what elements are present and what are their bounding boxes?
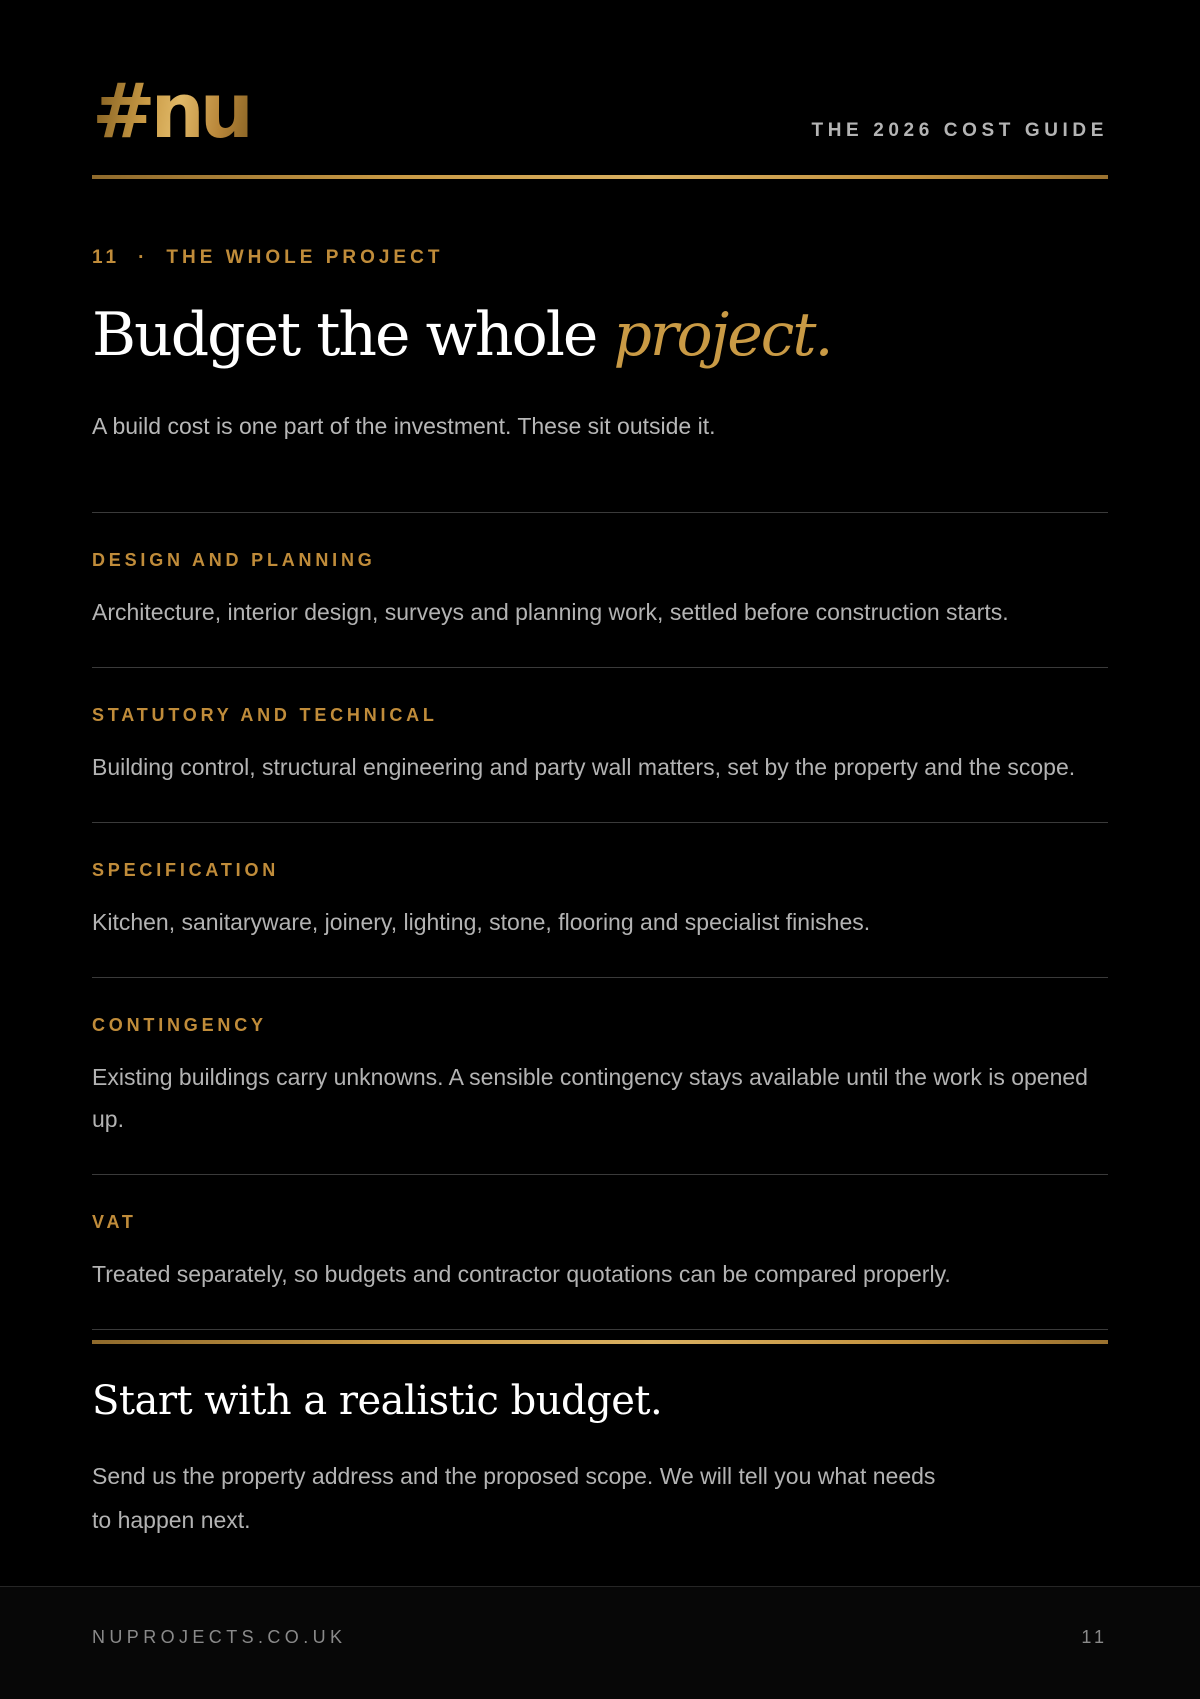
section-text: Treated separately, so budgets and contractor quotations can be compared properly. bbox=[92, 1261, 951, 1287]
section-text: Kitchen, sanitaryware, joinery, lighting, stone, flooring and specialist finishes. bbox=[92, 909, 871, 935]
section-kicker bbox=[92, 247, 443, 269]
section-label: DESIGN AND PLANNING bbox=[92, 550, 376, 570]
brand-logo: #nu bbox=[92, 66, 249, 155]
page-number: 11 bbox=[1081, 1627, 1108, 1647]
cost-section-specification bbox=[92, 822, 1108, 977]
cta-text: Send us the property address and the proposed scope. We will tell you what needs to happen next. bbox=[92, 1463, 936, 1533]
cost-section-design bbox=[92, 512, 1108, 667]
footer-website-link[interactable]: NUPROJECTS.CO.UK bbox=[92, 1627, 347, 1647]
header-divider bbox=[92, 175, 1108, 179]
section-label: SPECIFICATION bbox=[92, 860, 280, 880]
kicker-number: 11 bbox=[92, 247, 121, 268]
cta-title: Start with a realistic budget. bbox=[92, 1378, 663, 1424]
section-text: Architecture, interior design, surveys and planning work, settled before construction starts. bbox=[92, 599, 1009, 625]
kicker-label: THE WHOLE PROJECT bbox=[166, 247, 444, 268]
cost-section-statutory bbox=[92, 667, 1108, 822]
page-title bbox=[92, 300, 832, 370]
kicker-separator: · bbox=[138, 247, 149, 268]
cost-sections bbox=[92, 512, 1108, 1330]
intro-text: A build cost is one part of the investment. These sit outside it. bbox=[92, 413, 716, 439]
cost-section-contingency bbox=[92, 977, 1108, 1174]
section-text: Building control, structural engineering and party wall matters, set by the property and the scope. bbox=[92, 754, 1076, 780]
cta-divider bbox=[92, 1340, 1108, 1344]
title-accent: project. bbox=[613, 300, 832, 370]
section-label: VAT bbox=[92, 1212, 137, 1232]
section-text: Existing buildings carry unknowns. A sensible contingency stays available until the work is opened up. bbox=[92, 1064, 1088, 1132]
section-label: STATUTORY AND TECHNICAL bbox=[92, 705, 438, 725]
section-label: CONTINGENCY bbox=[92, 1015, 267, 1035]
page-footer bbox=[0, 1586, 1200, 1699]
cost-section-vat bbox=[92, 1174, 1108, 1330]
page-header bbox=[92, 66, 1108, 178]
guide-title: THE 2026 COST GUIDE bbox=[811, 120, 1108, 141]
title-main: Budget the whole bbox=[92, 300, 614, 370]
